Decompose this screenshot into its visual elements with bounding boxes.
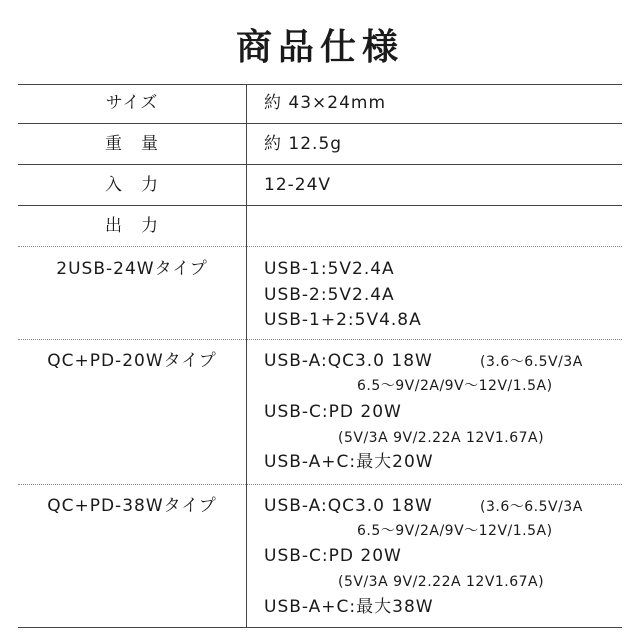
type-24w-line-2: USB-2:5V2.4A [264,285,395,305]
weight-label: 重 量 [105,134,159,154]
page-title: 商品仕様 [235,27,404,68]
type-label-24w: 2USB-24Wタイプ [56,259,208,279]
type-20w-usb-c-note: (5V/3A 9V/2.22A 12V1.67A) [338,430,545,446]
type-20w-usb-a-note-1: (3.6～6.5V/3A [480,354,583,370]
output-label: 出 力 [105,216,159,236]
type-label-38w: QC+PD-38Wタイプ [47,496,217,516]
row-divider [18,123,622,124]
type-38w-total: USB-A+C:最大38W [264,597,434,617]
weight-value: 約 12.5g [264,134,343,154]
row-divider-dotted [18,339,622,340]
type-38w-usb-a-note-2: 6.5～9V/2A/9V～12V/1.5A) [357,523,553,539]
column-divider [246,84,247,628]
row-divider-dotted [18,246,622,247]
type-20w-usb-a-note-2: 6.5～9V/2A/9V～12V/1.5A) [357,378,553,394]
type-38w-usb-a-note-1: (3.6～6.5V/3A [480,499,583,515]
type-20w-usb-a: USB-A:QC3.0 18W [264,351,433,371]
table-top-border [18,84,622,85]
size-label: サイズ [105,93,159,113]
size-value: 約 43×24mm [264,93,387,113]
type-38w-usb-a: USB-A:QC3.0 18W [264,496,433,516]
row-divider-dotted [18,484,622,485]
type-label-20w: QC+PD-20Wタイプ [47,351,217,371]
type-38w-usb-c: USB-C:PD 20W [264,546,402,566]
row-divider [18,205,622,206]
input-value: 12-24V [264,175,332,195]
type-24w-line-1: USB-1:5V2.4A [264,259,395,279]
table-bottom-border [18,627,622,628]
row-divider [18,164,622,165]
type-20w-total: USB-A+C:最大20W [264,452,434,472]
input-label: 入 力 [105,175,159,195]
type-38w-usb-c-note: (5V/3A 9V/2.22A 12V1.67A) [338,574,545,590]
type-20w-usb-c: USB-C:PD 20W [264,402,402,422]
type-24w-line-3: USB-1+2:5V4.8A [264,310,422,330]
